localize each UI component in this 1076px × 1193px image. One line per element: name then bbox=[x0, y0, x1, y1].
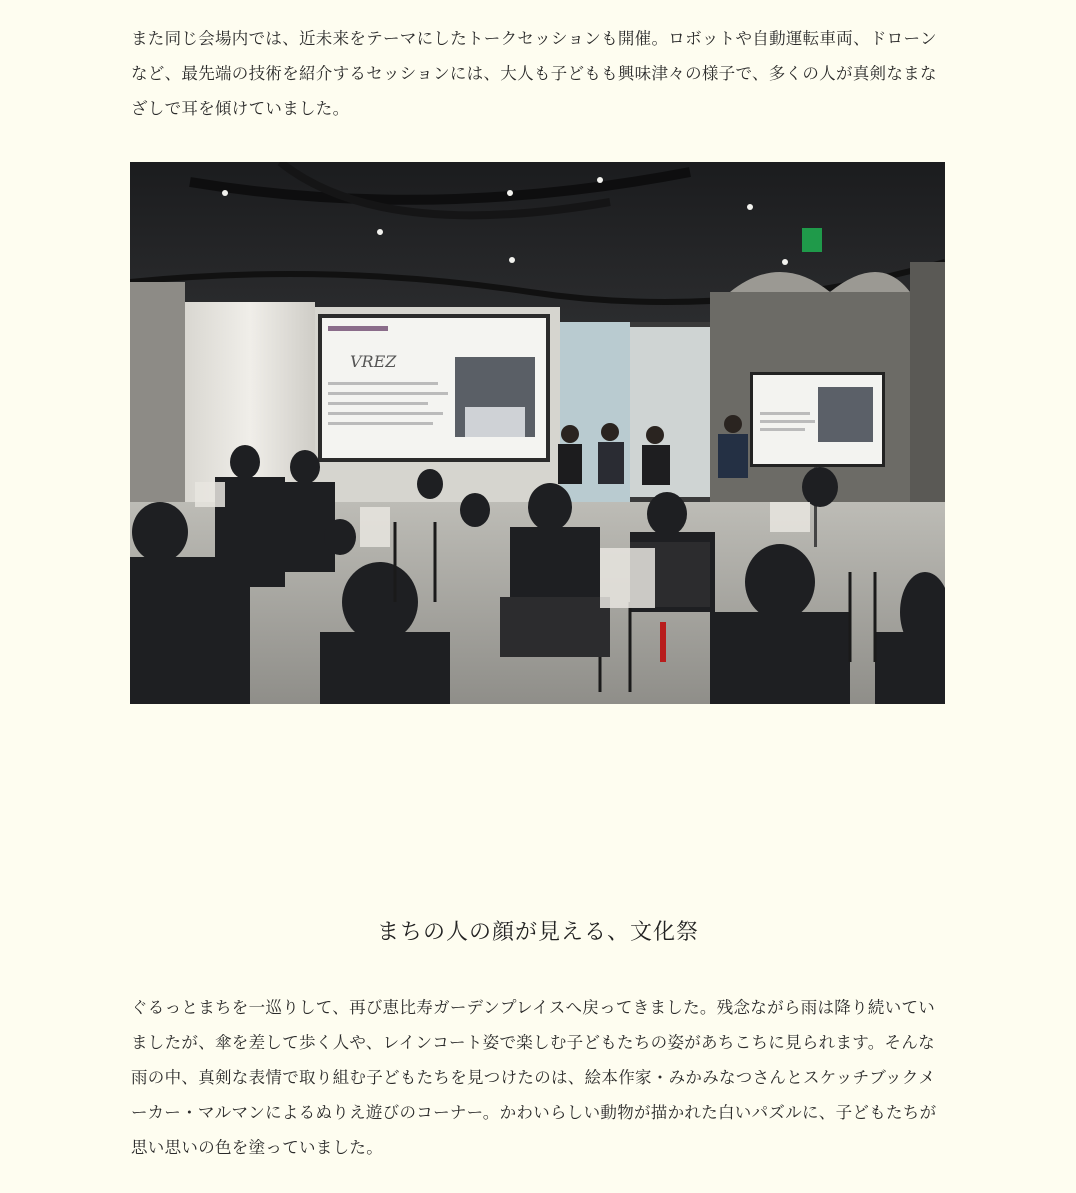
intro-paragraph: また同じ会場内では、近未来をテーマにしたトークセッションも開催。ロボットや自動運転車両、ドローンなど、最先端の技術を紹介するセッションには、大人も子どもも興味津々の様子で、多くの人が真剣なまなざしで耳を傾けていました。 bbox=[131, 29, 937, 118]
section-heading: まちの人の顔が見える、文化祭 bbox=[376, 920, 699, 945]
svg-text:VREZ: VREZ bbox=[350, 352, 397, 371]
body-paragraph: ぐるっとまちを一巡りして、再び恵比寿ガーデンプレイスへ戻ってきました。残念ながら雨は降り続いていましたが、傘を差して歩く人や、レインコート姿で楽しむ子どもたちの姿があちこちに見られます。そんな雨の中、真剣な表情で取り組む子どもたちを見つけたのは、絵本作家・みかみなつさんとスケッチブックメーカー・マルマンによるぬりえ遊びのコーナー。かわいらしい動物が描かれた白いパズルに、子どもたちが思い思いの色を塗っていました。 bbox=[131, 998, 937, 1157]
talk-session-photo bbox=[130, 162, 945, 704]
